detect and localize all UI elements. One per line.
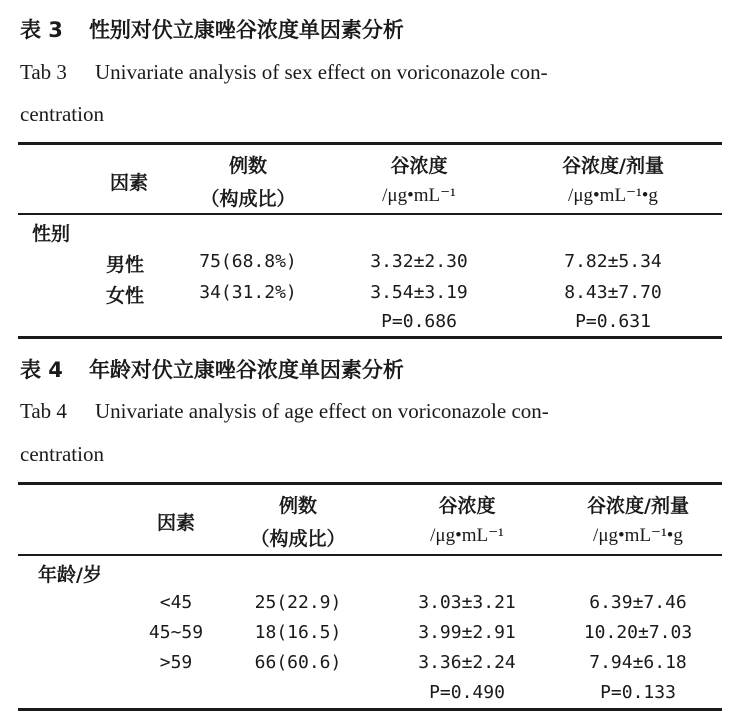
table4-caption-en-line1: Univariate analysis of age effect on voriconazole con- <box>94 399 549 423</box>
table3-header-trough-dose-unit: /μg•mL⁻¹•g <box>568 185 658 206</box>
table4-row-ratio: 6.39±7.46 <box>589 592 687 613</box>
table3-caption-en-line2: centration <box>20 102 104 126</box>
table3-header-cases: 例数 <box>228 155 268 177</box>
table3-caption-en-line1: Univariate analysis of sex effect on voriconazole con- <box>94 60 548 84</box>
table3-row-cases: 34(31.2%) <box>199 282 297 303</box>
table4-p-ratio: P=0.133 <box>600 682 676 703</box>
table3-caption-cn: 性别对伏立康唑谷浓度单因素分析 <box>88 18 404 42</box>
table4-header-trough-dose-unit: /μg•mL⁻¹•g <box>593 525 683 546</box>
table3-header-trough-dose: 谷浓度/剂量 <box>562 155 664 177</box>
table3-group-label: 性别 <box>32 223 71 245</box>
table3-header-trough: 谷浓度 <box>390 155 448 177</box>
table3-row-ratio: 8.43±7.70 <box>564 282 662 303</box>
table4-row-cases: 18(16.5) <box>254 622 342 643</box>
table4-row-cases: 66(60.6) <box>254 652 342 673</box>
table3-number-cn: 表 3 <box>20 18 63 42</box>
table4-row-label: <45 <box>159 592 193 613</box>
table3-row-ratio: 7.82±5.34 <box>564 251 662 272</box>
table4-row-label: >59 <box>159 652 193 673</box>
table4-header-cases: 例数 <box>278 495 318 517</box>
table3-p-ratio: P=0.631 <box>575 311 651 332</box>
table3-bottom-rule <box>18 336 722 339</box>
table4-header-trough: 谷浓度 <box>438 495 496 517</box>
table3-p-trough: P=0.686 <box>381 311 457 332</box>
table4-row-trough: 3.36±2.24 <box>418 652 516 673</box>
table4-bottom-rule <box>18 708 722 711</box>
table4-header-trough-unit: /μg•mL⁻¹ <box>430 525 504 546</box>
table4-row-trough: 3.99±2.91 <box>418 622 516 643</box>
table4-row-trough: 3.03±3.21 <box>418 592 516 613</box>
table4-header-factor: 因素 <box>156 512 196 534</box>
table3-top-rule <box>18 142 722 145</box>
table3-row-label: 男性 <box>106 254 145 276</box>
table4-row-label: 45~59 <box>148 622 204 643</box>
table4-row-ratio: 10.20±7.03 <box>583 622 693 643</box>
table4-number-en: Tab 4 <box>20 399 67 423</box>
table4-row-cases: 25(22.9) <box>254 592 342 613</box>
table4-header-rule <box>18 554 722 556</box>
table3-header-factor: 因素 <box>109 172 149 194</box>
table3-row-trough: 3.54±3.19 <box>370 282 468 303</box>
table3-number-en: Tab 3 <box>20 60 67 84</box>
table4-header-trough-dose: 谷浓度/剂量 <box>587 495 689 517</box>
table3-header-trough-unit: /μg•mL⁻¹ <box>382 185 456 206</box>
table4-group-label: 年龄/岁 <box>38 564 102 586</box>
table3-row-label: 女性 <box>106 285 145 307</box>
table4-row-ratio: 7.94±6.18 <box>589 652 687 673</box>
table3-header-rule <box>18 213 722 215</box>
table3-header-cases-ratio: （构成比） <box>200 188 296 210</box>
table3-row-trough: 3.32±2.30 <box>370 251 468 272</box>
table4-top-rule <box>18 482 722 485</box>
table4-title-cn <box>20 354 404 384</box>
table4-number-cn: 表 4 <box>20 358 63 382</box>
table4-title-en <box>20 391 549 431</box>
table4-caption-en-line2: centration <box>20 442 104 466</box>
table3-title-cn <box>20 14 404 44</box>
table3-row-cases: 75(68.8%) <box>199 251 297 272</box>
table3-title-en <box>20 52 548 92</box>
table4-header-cases-ratio: （构成比） <box>250 528 346 550</box>
table4-p-trough: P=0.490 <box>429 682 505 703</box>
table4-caption-cn: 年龄对伏立康唑谷浓度单因素分析 <box>88 358 404 382</box>
